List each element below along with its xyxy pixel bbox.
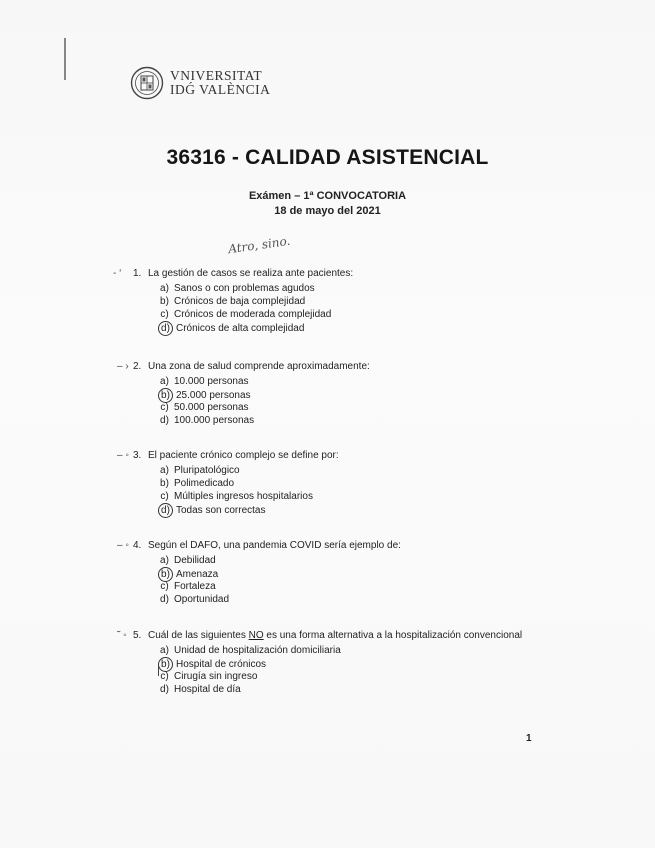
option-text: 10.000 personas (174, 376, 249, 387)
logo-line-1: VNIVERSITAT (170, 68, 263, 83)
pen-mark: – › (117, 361, 129, 372)
option-text: 25.000 personas (176, 390, 251, 401)
option-letter: b) (160, 478, 169, 489)
option-letter: a) (160, 465, 169, 476)
option-1c (158, 308, 331, 321)
question-text: Según el DAFO, una pandemia COVID sería ejemplo de: (148, 540, 401, 551)
option-text: Crónicos de moderada complejidad (174, 309, 332, 320)
option-letter: c) (160, 491, 169, 502)
option-1b (158, 295, 305, 308)
option-letter: c) (160, 402, 169, 413)
option-4d (158, 593, 229, 606)
option-letter: c) (160, 309, 169, 320)
university-logo (130, 66, 270, 100)
exam-title: 36316 - CALIDAD ASISTENCIAL (166, 146, 489, 169)
exam-subtitle: Exámen – 1ª CONVOCATORIA (248, 190, 407, 202)
option-text: Múltiples ingresos hospitalarios (174, 491, 313, 502)
question-text-underlined: NO (248, 630, 264, 641)
option-2c (158, 401, 249, 414)
question-text-before: Cuál de las siguientes (148, 630, 249, 641)
option-5a (158, 644, 341, 657)
option-text: Hospital de día (174, 684, 241, 695)
logo-line-2: IDǴ VALÈNCIA (170, 82, 271, 97)
option-text: Fortaleza (174, 581, 216, 592)
scan-edge-mark (64, 38, 66, 80)
option-text: 100.000 personas (174, 415, 255, 426)
question-text: La gestión de casos se realiza ante pacientes: (148, 268, 354, 279)
question-number: 5. (133, 630, 142, 641)
option-1d (158, 321, 304, 336)
question-number: 3. (133, 450, 142, 461)
option-2a (158, 375, 249, 388)
option-text: Unidad de hospitalización domiciliaria (174, 645, 341, 656)
option-letter-circled: b) (158, 567, 173, 582)
question-text: El paciente crónico complejo se define por: (148, 450, 339, 461)
page-number: 1 (526, 733, 532, 744)
option-text: Debilidad (174, 555, 216, 566)
option-text: Hospital de crónicos (176, 659, 267, 670)
option-4c (158, 580, 216, 593)
question-number: 2. (133, 361, 142, 372)
option-letter-circled: d) (158, 503, 173, 518)
option-letter: a) (160, 376, 169, 387)
question-text-after: es una forma alternativa a la hospitalización convencional (263, 630, 523, 641)
option-text: Oportunidad (174, 594, 230, 605)
pen-mark: - ‘ (113, 268, 122, 279)
option-text: Polimedicado (174, 478, 235, 489)
option-text: Crónicos de baja complejidad (174, 296, 306, 307)
option-letter: d) (160, 684, 169, 695)
pen-mark: – ◦ (117, 540, 129, 551)
option-letter: a) (160, 645, 169, 656)
option-text: Sanos o con problemas agudos (174, 283, 315, 294)
option-letter: a) (160, 555, 169, 566)
question-number: 1. (133, 268, 142, 279)
option-letter-circled: d) (158, 321, 173, 336)
option-letter: b) (160, 296, 169, 307)
question-number: 4. (133, 540, 142, 551)
option-5d (158, 683, 241, 696)
option-letter-circled: b) (158, 388, 173, 403)
option-letter: c) (160, 581, 169, 592)
option-5c (158, 670, 257, 683)
option-text: Cirugía sin ingreso (174, 671, 258, 682)
option-text: Amenaza (176, 569, 219, 580)
option-letter-circled: b) (158, 657, 173, 672)
university-seal-icon (130, 66, 164, 100)
handwritten-note: Atro, sino. (227, 233, 292, 257)
option-3d (158, 503, 266, 518)
option-letter: a) (160, 283, 169, 294)
exam-date: 18 de mayo del 2021 (274, 205, 381, 217)
option-text: Crónicos de alta complejidad (176, 323, 305, 334)
option-3b (158, 477, 234, 490)
option-text: Pluripatológico (174, 465, 240, 476)
option-text: 50.000 personas (174, 402, 249, 413)
option-3c (158, 490, 313, 503)
question-text (148, 630, 522, 641)
option-text: Todas son correctas (176, 505, 266, 516)
option-4a (158, 554, 216, 567)
question-text: Una zona de salud comprende aproximadamente: (148, 361, 370, 372)
option-2d (158, 414, 254, 427)
pen-mark: ˜ ◦ (117, 630, 127, 641)
option-letter: d) (160, 415, 169, 426)
pen-mark: – ◦ (117, 450, 129, 461)
option-1a (158, 282, 315, 295)
option-letter: d) (160, 594, 169, 605)
option-letter: c) (160, 671, 169, 682)
option-3a (158, 464, 240, 477)
